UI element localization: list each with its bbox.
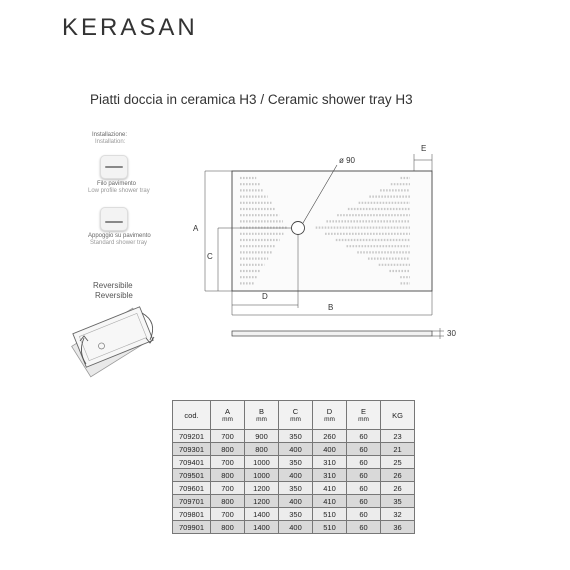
reversible-label: Reversibile [93,281,133,290]
table-header [381,401,415,430]
table-row [173,443,415,456]
table-row [173,469,415,482]
installation-label: Installazione: [92,132,128,138]
table-cell: 410 [313,495,347,508]
table-cell: 60 [347,482,381,495]
table-cell: 800 [211,521,245,534]
table-cell: 709801 [173,508,211,521]
table-cell: 1200 [245,482,279,495]
table-row [173,482,415,495]
table-cell: 400 [279,469,313,482]
table-header-label: D [326,407,333,416]
table-cell: 1200 [245,495,279,508]
table-cell: 800 [211,469,245,482]
table-cell: 1000 [245,469,279,482]
table-row [173,508,415,521]
shower-tray-outline [232,171,432,291]
table-header-label: C [292,407,299,416]
table-header [173,401,211,430]
table-cell: 36 [381,521,415,534]
table-cell: 60 [347,456,381,469]
table-cell: 700 [211,482,245,495]
option-standard-label: Appoggio su pavimento [88,233,151,239]
table-cell: 350 [279,430,313,443]
table-cell: 60 [347,443,381,456]
option-low-profile-label-en: Low profile shower tray [88,188,150,194]
table-cell: 400 [279,443,313,456]
table-cell: 900 [245,430,279,443]
table-cell: 60 [347,521,381,534]
dimension-b-label: B [328,303,334,312]
dimension-a-label: A [193,224,199,233]
table-header-label: cod. [184,410,199,420]
specs-table [172,400,415,534]
table-cell: 1000 [245,456,279,469]
dimension-c-label: C [207,252,213,261]
table-cell: 410 [313,482,347,495]
table-row [173,495,415,508]
drain-diameter-label: ø 90 [339,156,356,165]
table-cell: 26 [381,469,415,482]
table-cell: 32 [381,508,415,521]
table-cell: 700 [211,456,245,469]
table-cell: 21 [381,443,415,456]
table-header-unit: mm [290,416,301,423]
table-cell: 350 [279,456,313,469]
table-header-unit: mm [222,416,233,423]
table-row [173,521,415,534]
tray-side-profile [232,331,432,336]
table-cell: 709301 [173,443,211,456]
dimension-e-label: E [421,144,427,153]
height-dimension-label: 30 [447,329,456,338]
table-cell: 60 [347,469,381,482]
table-cell: 60 [347,430,381,443]
installation-label-en: Installation: [95,139,126,145]
table-header [245,401,279,430]
table-header-label: B [258,407,264,416]
table-row [173,456,415,469]
table-cell: 25 [381,456,415,469]
table-cell: 60 [347,495,381,508]
table-header [279,401,313,430]
table-cell: 709201 [173,430,211,443]
table-cell: 260 [313,430,347,443]
table-cell: 700 [211,430,245,443]
table-cell: 400 [279,495,313,508]
table-cell: 510 [313,508,347,521]
table-cell: 800 [211,443,245,456]
table-cell: 709501 [173,469,211,482]
table-cell: 709701 [173,495,211,508]
drain-circle [292,222,305,235]
table-cell: 800 [211,495,245,508]
table-header [347,401,381,430]
reversible-tray-illustration [67,306,157,380]
table-header-unit: mm [324,416,335,423]
table-cell: 350 [279,482,313,495]
table-cell: 709901 [173,521,211,534]
table-row [173,430,415,443]
brand-logo: KERASAN [62,14,198,41]
table-cell: 400 [313,443,347,456]
table-header-label: E [360,407,366,416]
table-cell: 350 [279,508,313,521]
page-title: Piatti doccia in ceramica H3 / Ceramic shower tray H3 [90,92,413,107]
table-header-label: KG [392,410,403,420]
table-cell: 26 [381,482,415,495]
table-cell: 23 [381,430,415,443]
table-cell: 510 [313,521,347,534]
table-cell: 709401 [173,456,211,469]
option-low-profile-label: Filo pavimento [97,181,137,187]
table-header [211,401,245,430]
reversible-label-en: Reversible [95,291,133,300]
table-cell: 1400 [245,521,279,534]
option-standard-label-en: Standard shower tray [90,240,148,246]
table-cell: 1400 [245,508,279,521]
table-cell: 310 [313,469,347,482]
table-header-unit: mm [256,416,267,423]
table-cell: 700 [211,508,245,521]
table-cell: 800 [245,443,279,456]
table-cell: 60 [347,508,381,521]
table-cell: 35 [381,495,415,508]
table-cell: 400 [279,521,313,534]
table-cell: 310 [313,456,347,469]
table-header-unit: mm [358,416,369,423]
table-header-label: A [224,407,230,416]
table-header [313,401,347,430]
table-cell: 709601 [173,482,211,495]
dimension-d-label: D [262,292,268,301]
